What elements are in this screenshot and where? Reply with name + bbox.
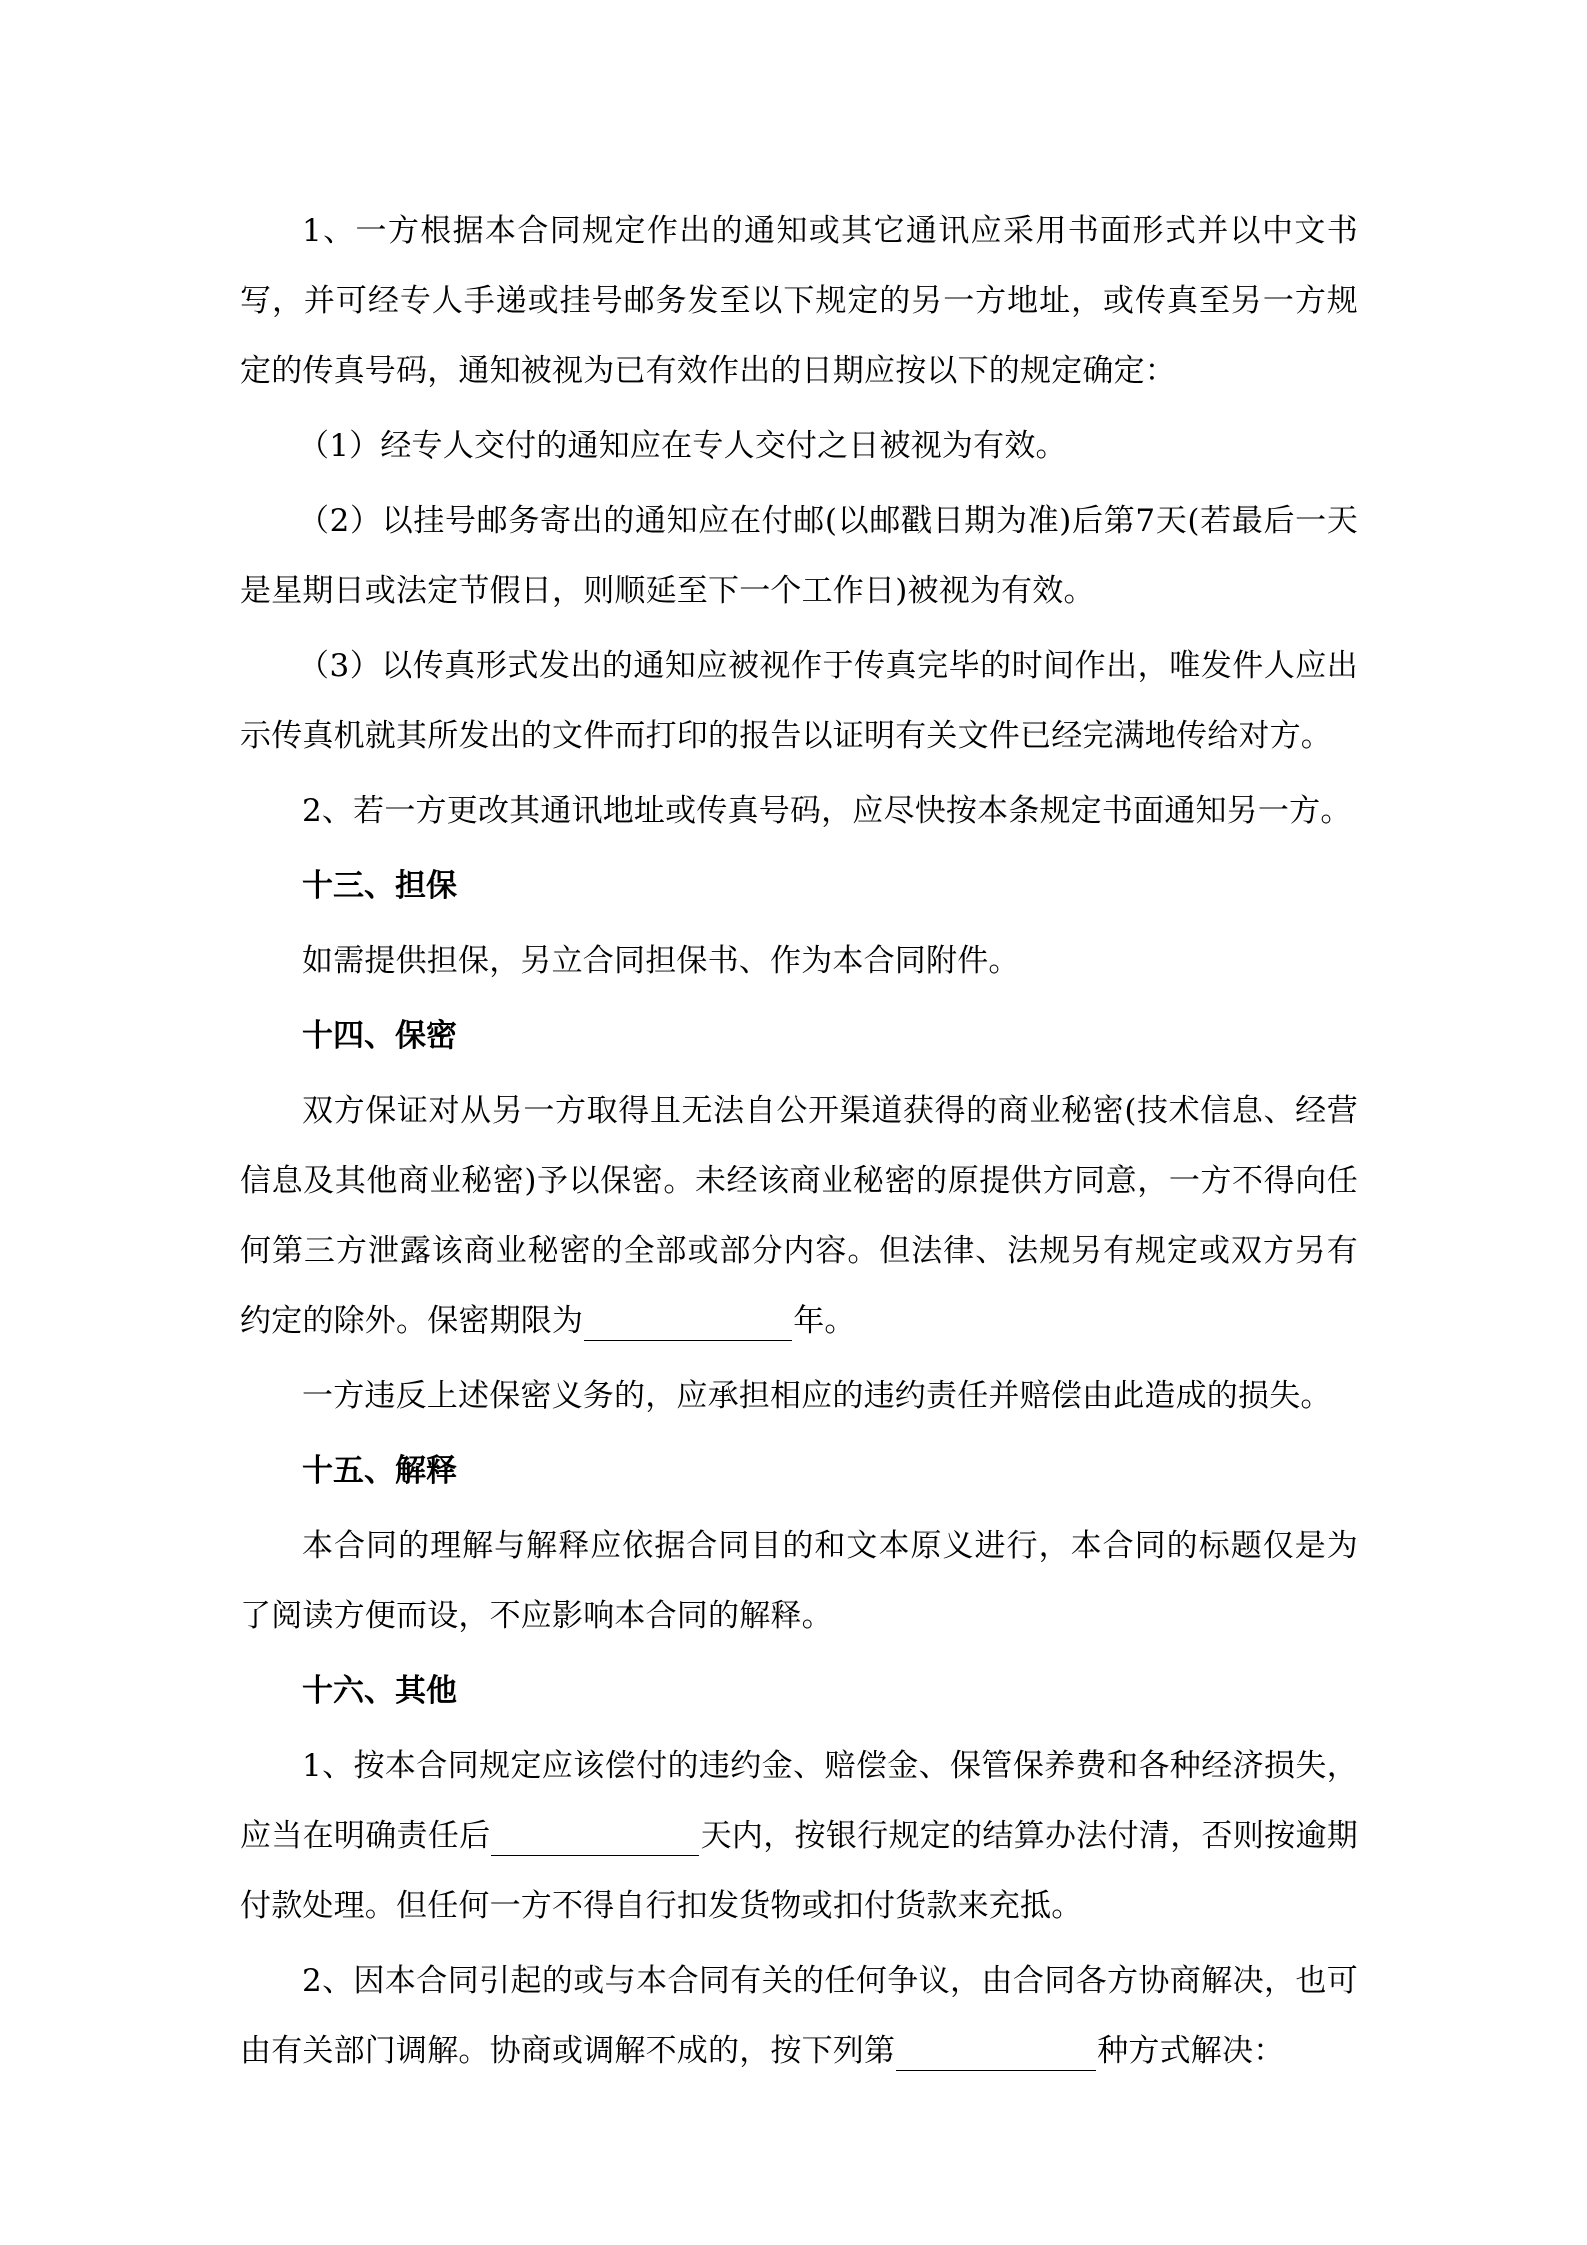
contract-body [240, 196, 1358, 2091]
notice-clause-item-2: 2、若一方更改其通讯地址或传真号码，应尽快按本条规定书面通知另一方。 [302, 793, 1352, 829]
interpretation-heading: 十五、解释 [302, 1453, 457, 1489]
other-item-2 [240, 1946, 1358, 2086]
notice-clause-item-1: 1、一方根据本合同规定作出的通知或其它通讯应采用书面形式并以中文书写，并可经专人手递或挂号邮务发至以下规定的另一方地址，或传真至另一方规定的传真号码，通知被视为已有效作出的日期应按以下的规定确定： [240, 213, 1358, 389]
confidentiality-period-blank[interactable] [584, 1300, 792, 1341]
other-item-1 [240, 1731, 1358, 1941]
confidentiality-breach: 一方违反上述保密义务的，应承担相应的违约责任并赔偿由此造成的损失。 [302, 1378, 1332, 1414]
confidentiality-text: 双方保证对从另一方取得且无法自公开渠道获得的商业秘密(技术信息、经营信息及其他商业秘密)予以保密。未经该商业秘密的原提供方同意，一方不得向任何第三方泄露该商业秘密的全部或部分内容。但法律、法规另有规定或双方另有约定的除外。保密期限为 [240, 1093, 1358, 1339]
payment-days-blank[interactable] [491, 1815, 699, 1856]
interpretation-body: 本合同的理解与解释应依据合同目的和文本原义进行，本合同的标题仅是为了阅读方便而设，不应影响本合同的解释。 [240, 1528, 1358, 1634]
notice-sub-item-1: （1）经专人交付的通知应在专人交付之日被视为有效。 [298, 428, 1067, 464]
dispute-method-blank[interactable] [896, 2030, 1096, 2071]
other-item-1-text-end: 天内，按银行规定的结算办法付清，否则按逾期付款处理。但任何一方不得自行扣发货物或扣付货款来充抵。 [240, 1818, 1358, 1924]
notice-sub-item-3: （3）以传真形式发出的通知应被视作于传真完毕的时间作出，唯发件人应出示传真机就其所发出的文件而打印的报告以证明有关文件已经完满地传给对方。 [240, 648, 1358, 754]
confidentiality-heading: 十四、保密 [302, 1018, 457, 1054]
guarantee-body: 如需提供担保，另立合同担保书、作为本合同附件。 [302, 943, 1020, 979]
other-item-2-text: 2、因本合同引起的或与本合同有关的任何争议，由合同各方协商解决，也可由有关部门调解。协商或调解不成的，按下列第 [240, 1963, 1358, 2069]
confidentiality-body [240, 1076, 1358, 1356]
other-item-2-text-end: 种方式解决： [1097, 2033, 1285, 2069]
other-heading: 十六、其他 [302, 1673, 457, 1709]
confidentiality-text-end: 年。 [793, 1303, 856, 1339]
notice-sub-item-2: （2）以挂号邮务寄出的通知应在付邮(以邮戳日期为准)后第7天(若最后一天是星期日或法定节假日，则顺延至下一个工作日)被视为有效。 [240, 503, 1358, 609]
guarantee-heading: 十三、担保 [302, 868, 457, 904]
other-item-1-text: 1、按本合同规定应该偿付的违约金、赔偿金、保管保养费和各种经济损失，应当在明确责任后 [240, 1748, 1358, 1854]
